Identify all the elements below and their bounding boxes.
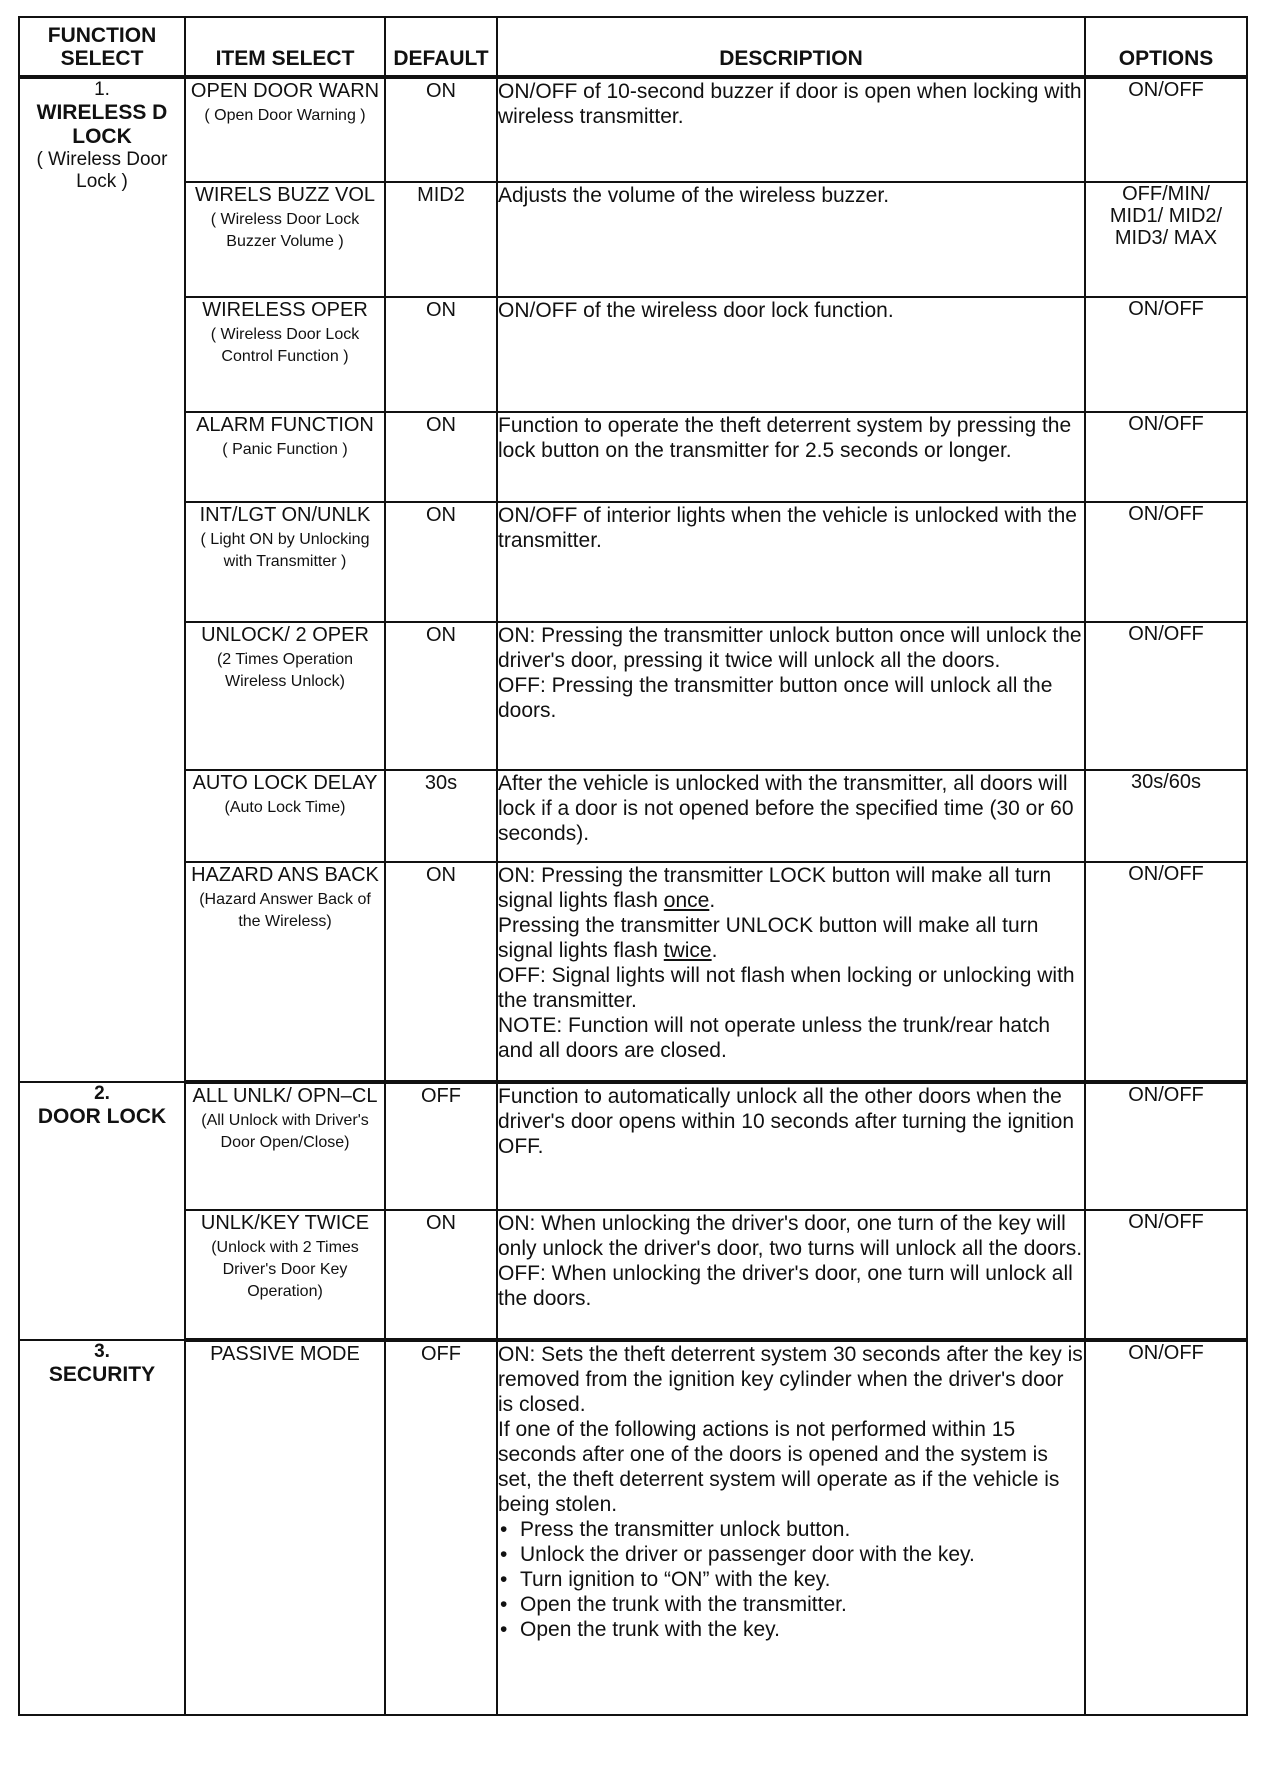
description-text: Pressing the transmitter UNLOCK button will make all turn signal lights flash bbox=[498, 914, 1039, 962]
description-cell bbox=[497, 1340, 1085, 1715]
default-value: OFF bbox=[385, 1082, 497, 1210]
bullet-item: • Press the transmitter unlock button. bbox=[498, 1517, 1084, 1542]
default-value: ON bbox=[385, 862, 497, 1082]
default-value: ON bbox=[385, 412, 497, 502]
function-group-security bbox=[19, 1340, 185, 1715]
header-function-select: FUNCTION SELECT bbox=[19, 17, 185, 77]
description-cell bbox=[497, 622, 1085, 770]
description-text: OFF: Pressing the transmitter button once will unlock all the doors. bbox=[498, 674, 1053, 722]
table-row bbox=[19, 1210, 1247, 1340]
table-row bbox=[19, 622, 1247, 770]
default-value: ON bbox=[385, 77, 497, 182]
description-text: After the vehicle is unlocked with the transmitter, all doors will lock if a door is not opened before the specified time (30 or 60 seconds). bbox=[498, 772, 1074, 845]
description-text: ON/OFF of interior lights when the vehicle is unlocked with the transmitter. bbox=[498, 504, 1077, 552]
table-row bbox=[19, 862, 1247, 1082]
default-value: ON bbox=[385, 297, 497, 412]
item-cell bbox=[185, 412, 385, 502]
table-row bbox=[19, 770, 1247, 862]
description-text: ON/OFF of the wireless door lock function. bbox=[498, 299, 894, 322]
item-name: WIRELS BUZZ VOL bbox=[194, 184, 376, 206]
table-row bbox=[19, 1082, 1247, 1210]
description-text: ON: Pressing the transmitter LOCK button will make all turn signal lights flash bbox=[498, 864, 1052, 912]
item-cell bbox=[185, 502, 385, 622]
description-cell bbox=[497, 502, 1085, 622]
options-value: ON/OFF bbox=[1085, 502, 1247, 622]
bullet-item: • Turn ignition to “ON” with the key. bbox=[498, 1567, 1084, 1592]
description-text: ON: Pressing the transmitter unlock button once will unlock the driver's door, pressing it twice will unlock all the doors. bbox=[498, 624, 1082, 672]
item-cell bbox=[185, 1210, 385, 1340]
header-default: DEFAULT bbox=[385, 17, 497, 77]
item-cell bbox=[185, 1082, 385, 1210]
options-value: ON/OFF bbox=[1085, 412, 1247, 502]
options-value: ON/OFF bbox=[1085, 297, 1247, 412]
options-value: ON/OFF bbox=[1085, 1210, 1247, 1340]
header-options: OPTIONS bbox=[1085, 17, 1247, 77]
function-group-door-lock bbox=[19, 1082, 185, 1340]
function-name: SECURITY bbox=[48, 1363, 156, 1386]
description-cell bbox=[497, 297, 1085, 412]
item-cell bbox=[185, 297, 385, 412]
description-text: ON/OFF of 10-second buzzer if door is open when locking with wireless transmitter. bbox=[498, 80, 1082, 128]
description-cell bbox=[497, 182, 1085, 297]
header-item-select: ITEM SELECT bbox=[185, 17, 385, 77]
description-cell bbox=[497, 770, 1085, 862]
item-name: UNLOCK/ 2 OPER bbox=[201, 624, 369, 646]
item-name: OPEN DOOR WARN bbox=[190, 80, 380, 102]
description-text: Function to operate the theft deterrent system by pressing the lock button on the transmitter for 2.5 seconds or longer. bbox=[498, 414, 1072, 462]
item-description: ( Wireless Door Lock Control Function ) bbox=[210, 326, 360, 365]
item-cell bbox=[185, 862, 385, 1082]
item-description: (Auto Lock Time) bbox=[224, 799, 346, 816]
description-cell bbox=[497, 1082, 1085, 1210]
description-cell bbox=[497, 862, 1085, 1082]
item-name: PASSIVE MODE bbox=[210, 1343, 360, 1365]
header-description: DESCRIPTION bbox=[497, 17, 1085, 77]
description-text: NOTE: Function will not operate unless the trunk/rear hatch and all doors are closed. bbox=[498, 1014, 1051, 1062]
options-value: ON/OFF bbox=[1085, 862, 1247, 1082]
item-name: AUTO LOCK DELAY bbox=[192, 772, 378, 794]
item-description: (Hazard Answer Back of the Wireless) bbox=[199, 891, 371, 930]
options-value: ON/OFF bbox=[1085, 1082, 1247, 1210]
emphasis-twice: twice bbox=[663, 939, 712, 962]
bullet-item: • Open the trunk with the transmitter. bbox=[498, 1592, 1084, 1617]
item-cell bbox=[185, 770, 385, 862]
table-row bbox=[19, 502, 1247, 622]
function-number: 2. bbox=[94, 1083, 110, 1104]
item-name: HAZARD ANS BACK bbox=[191, 864, 379, 886]
item-description: (Unlock with 2 Times Driver's Door Key Operation) bbox=[211, 1239, 359, 1300]
description-text: ON: Sets the theft deterrent system 30 seconds after the key is removed from the ignition key cylinder when the driver's door is closed. bbox=[498, 1343, 1083, 1416]
item-name: WIRELESS OPER bbox=[202, 299, 368, 321]
item-cell bbox=[185, 622, 385, 770]
function-settings-table bbox=[18, 16, 1248, 1716]
description-cell bbox=[497, 1210, 1085, 1340]
options-value: OFF/MIN/ MID1/ MID2/ MID3/ MAX bbox=[1085, 182, 1247, 297]
table-row bbox=[19, 297, 1247, 412]
function-table-sheet bbox=[18, 16, 1246, 1716]
function-name: DOOR LOCK bbox=[37, 1105, 167, 1128]
function-subtitle: ( Wireless Door Lock ) bbox=[36, 149, 168, 192]
description-text: If one of the following actions is not performed within 15 seconds after one of the doors is opened and the system is set, the theft deterrent system will operate as if the vehicle is being stolen. bbox=[498, 1418, 1060, 1516]
table-row bbox=[19, 77, 1247, 182]
description-text: ON: When unlocking the driver's door, one turn of the key will only unlock the driver's door, two turns will unlock all the doors. bbox=[498, 1212, 1083, 1260]
bullet-item: • Open the trunk with the key. bbox=[498, 1617, 1084, 1642]
options-value: 30s/60s bbox=[1085, 770, 1247, 862]
item-description: ( Open Door Warning ) bbox=[204, 107, 366, 124]
options-value: ON/OFF bbox=[1085, 77, 1247, 182]
item-name: ALL UNLK/ OPN–CL bbox=[192, 1085, 378, 1107]
item-description: (All Unlock with Driver's Door Open/Close) bbox=[201, 1112, 369, 1151]
emphasis-once: once bbox=[663, 889, 710, 912]
item-cell bbox=[185, 1340, 385, 1715]
item-description: ( Panic Function ) bbox=[222, 441, 348, 458]
function-group-wireless bbox=[19, 77, 185, 1082]
item-description: ( Light ON by Unlocking with Transmitter ) bbox=[200, 531, 370, 570]
item-name: INT/LGT ON/UNLK bbox=[199, 504, 371, 526]
description-line bbox=[498, 913, 1084, 963]
description-text: Function to automatically unlock all the other doors when the driver's door opens within 10 seconds after turning the ignition OFF. bbox=[498, 1085, 1075, 1158]
default-value: ON bbox=[385, 502, 497, 622]
header-row bbox=[19, 17, 1247, 77]
description-cell bbox=[497, 412, 1085, 502]
description-cell bbox=[497, 77, 1085, 182]
default-value: ON bbox=[385, 1210, 497, 1340]
table-row bbox=[19, 1340, 1247, 1715]
function-name: WIRELESS D LOCK bbox=[36, 101, 168, 148]
item-description: (2 Times Operation Wireless Unlock) bbox=[216, 651, 354, 690]
description-text: . bbox=[709, 889, 716, 912]
default-value: OFF bbox=[385, 1340, 497, 1715]
item-description: ( Wireless Door Lock Buzzer Volume ) bbox=[210, 211, 360, 250]
options-value: ON/OFF bbox=[1085, 1340, 1247, 1715]
description-text: OFF: When unlocking the driver's door, one turn will unlock all the doors. bbox=[498, 1262, 1073, 1310]
default-value: ON bbox=[385, 622, 497, 770]
description-line bbox=[498, 863, 1084, 913]
function-number: 3. bbox=[94, 1341, 110, 1362]
item-cell bbox=[185, 182, 385, 297]
description-text: OFF: Signal lights will not flash when locking or unlocking with the transmitter. bbox=[498, 964, 1075, 1012]
item-name: UNLK/KEY TWICE bbox=[200, 1212, 370, 1234]
description-text: Adjusts the volume of the wireless buzzer. bbox=[498, 184, 890, 207]
item-name: ALARM FUNCTION bbox=[196, 414, 374, 436]
default-value: 30s bbox=[385, 770, 497, 862]
options-value: ON/OFF bbox=[1085, 622, 1247, 770]
table-row bbox=[19, 412, 1247, 502]
table-row bbox=[19, 182, 1247, 297]
function-number: 1. bbox=[94, 79, 110, 100]
item-cell bbox=[185, 77, 385, 182]
description-text: . bbox=[711, 939, 718, 962]
default-value: MID2 bbox=[385, 182, 497, 297]
bullet-item: • Unlock the driver or passenger door with the key. bbox=[498, 1542, 1084, 1567]
